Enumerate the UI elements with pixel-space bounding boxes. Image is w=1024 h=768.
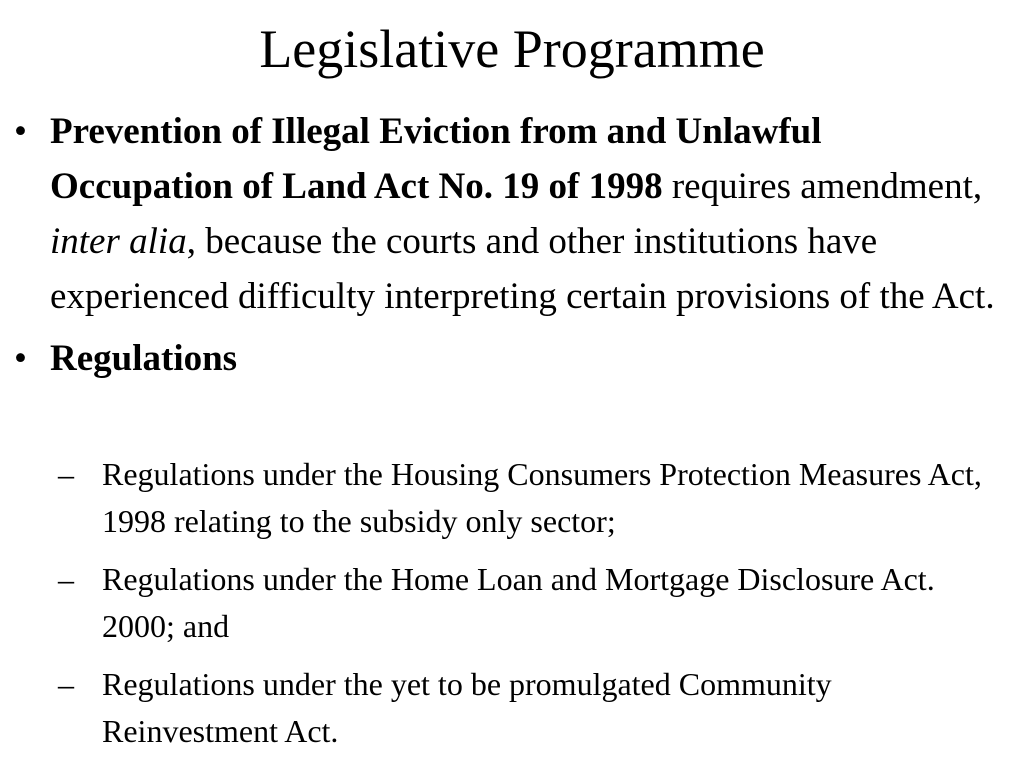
inter-alia-term: inter alia <box>50 221 187 262</box>
slide-title: Legislative Programme <box>259 19 765 79</box>
sub-bullet-marker: – <box>58 666 74 702</box>
bullet-text-part-2: , because the courts and other institutions have experienced difficulty interpreting certain provisions of the Act. <box>50 221 995 317</box>
sub-item-housing-consumers <box>58 451 1010 545</box>
sub-item-home-loan <box>58 556 1010 650</box>
bullet-marker: • <box>14 111 27 152</box>
sub-item-community-reinvestment <box>58 661 1010 755</box>
regulations-sub-list-wrap <box>14 451 1010 766</box>
bullet-marker: • <box>14 338 27 379</box>
regulations-sub-list <box>14 451 1010 755</box>
bullet-list <box>14 104 1010 393</box>
sub-item-text: Regulations under the yet to be promulgated Community Reinvestment Act. <box>102 666 832 749</box>
regulations-heading: Regulations <box>50 338 238 379</box>
sub-item-text: Regulations under the Home Loan and Mortgage Disclosure Act. 2000; and <box>102 561 935 644</box>
bullet-item-regulations <box>14 331 1010 386</box>
sub-bullet-marker: – <box>58 456 74 492</box>
bullet-item-eviction-act <box>14 104 1010 324</box>
sub-bullet-marker: – <box>58 561 74 597</box>
act-name: Prevention of Illegal Eviction from and Unlawful Occupation of Land Act No. 19 of 1998 <box>50 111 822 207</box>
bullet-text <box>50 104 1010 324</box>
bullet-text-part-1: requires amendment, <box>662 166 983 207</box>
sub-item-text: Regulations under the Housing Consumers Protection Measures Act, 1998 relating to the subsidy only sector; <box>102 456 982 539</box>
